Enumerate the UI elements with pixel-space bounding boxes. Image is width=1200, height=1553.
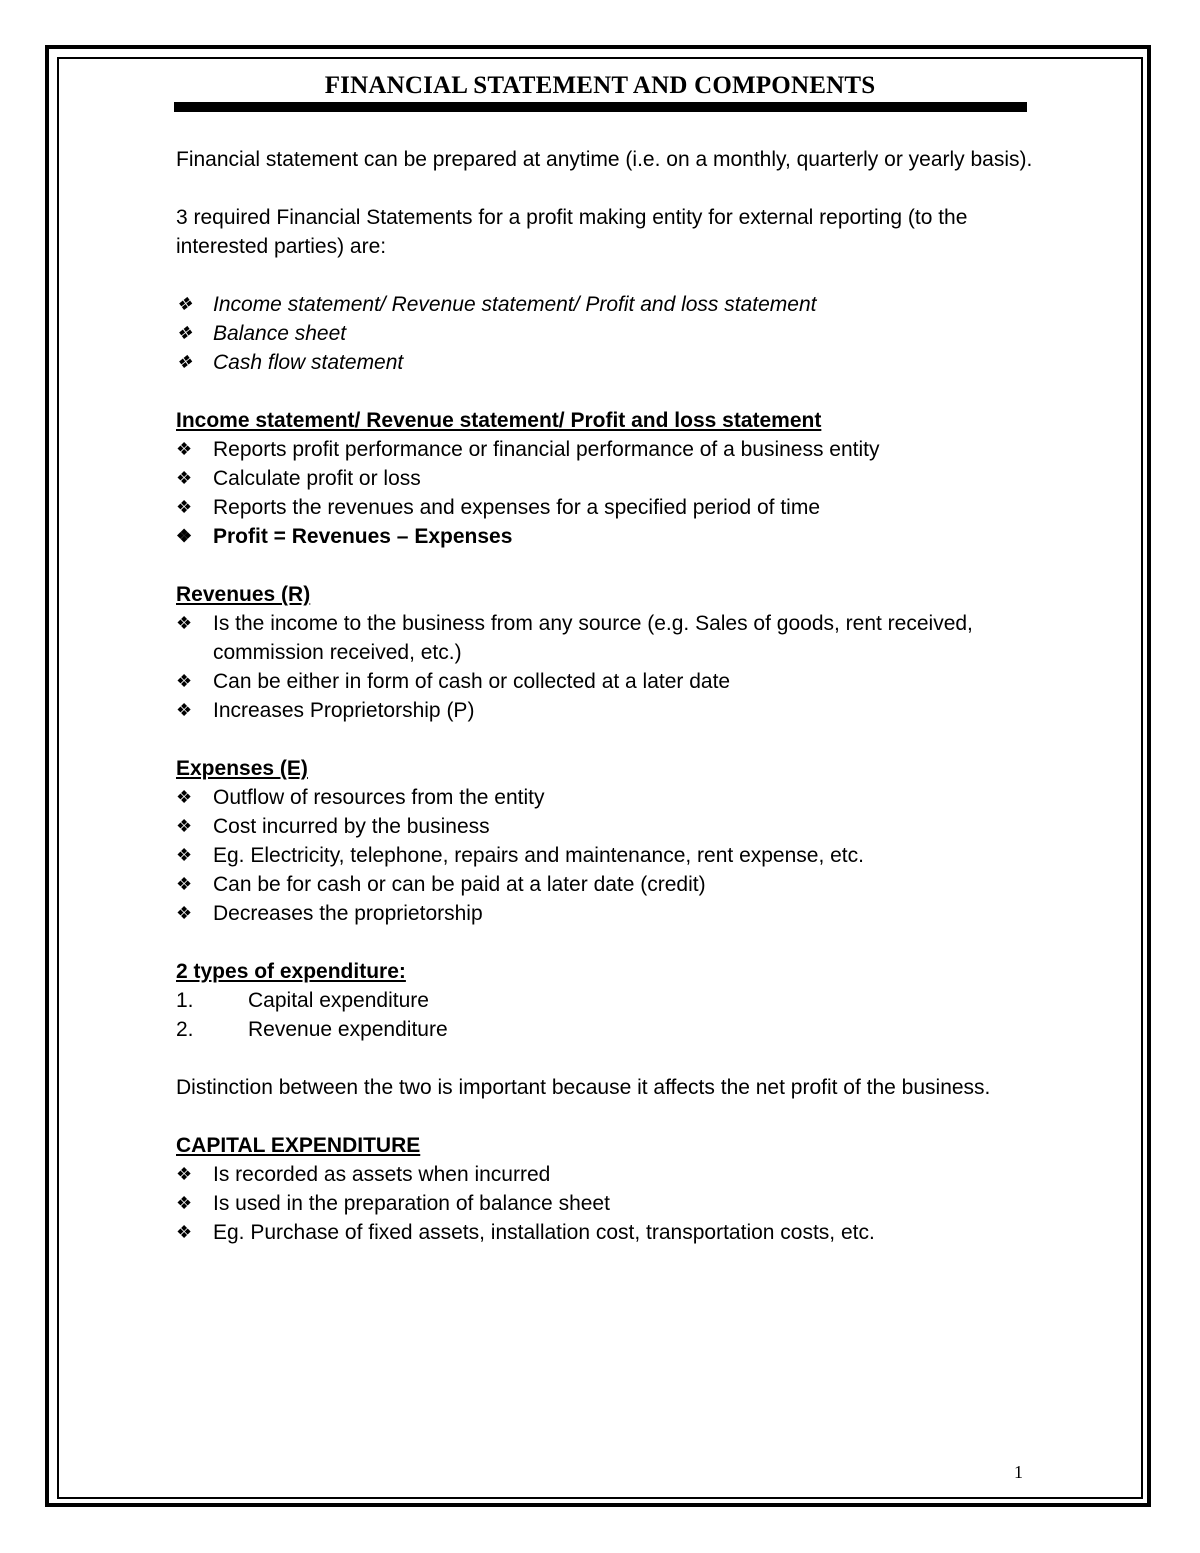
expenses-list (176, 783, 1046, 928)
list-item: ❖ Calculate profit or loss (176, 464, 1046, 493)
diamond-bullet-icon: ❖ (176, 497, 193, 517)
list-item: ❖ Is recorded as assets when incurred (176, 1160, 1046, 1189)
diamond-bullet-icon: ❖ (176, 468, 193, 488)
list-item: ❖ Outflow of resources from the entity (176, 783, 1046, 812)
profit-formula: Profit = Revenues – Expenses (213, 525, 513, 548)
diamond-bullet-icon: ❖ (176, 439, 193, 459)
expenses-heading: Expenses (E) (176, 757, 308, 780)
diamond-bullet-icon: ❖ (176, 526, 193, 546)
list-item: 1. Capital expenditure (176, 989, 429, 1012)
list-item: ❖ Decreases the proprietorship (176, 899, 1046, 928)
list-item: ❖ Is used in the preparation of balance sheet (176, 1189, 1046, 1218)
intro-paragraph-2: 3 required Financial Statements for a profit making entity for external reporting (to the interested parties) are: (176, 206, 968, 258)
list-item: ❖ Income statement/ Revenue statement/ Profit and loss statement (176, 290, 1046, 319)
expenditure-types-heading: 2 types of expenditure: (176, 960, 406, 983)
list-item: ❖ Reports the revenues and expenses for a specified period of time (176, 493, 1046, 522)
diamond-bullet-icon: ❖ (176, 845, 193, 865)
statement-list (176, 290, 1046, 377)
list-item: ❖ Eg. Purchase of fixed assets, installation cost, transportation costs, etc. (176, 1218, 1046, 1247)
expenditure-list (176, 986, 1046, 1044)
diamond-bullet-icon: ❖ (176, 323, 193, 343)
diamond-bullet-icon: ❖ (176, 1193, 193, 1213)
list-item: ❖ Increases Proprietorship (P) (176, 696, 1046, 725)
list-item: ❖ Reports profit performance or financial performance of a business entity (176, 435, 1046, 464)
list-item (176, 522, 1046, 551)
list-item: ❖ Can be for cash or can be paid at a later date (credit) (176, 870, 1046, 899)
income-list (176, 435, 1046, 551)
revenues-heading: Revenues (R) (176, 583, 311, 606)
diamond-bullet-icon: ❖ (176, 671, 193, 691)
list-item: ❖ Balance sheet (176, 319, 1046, 348)
diamond-bullet-icon: ❖ (176, 1222, 193, 1242)
diamond-bullet-icon: ❖ (176, 352, 193, 372)
diamond-bullet-icon: ❖ (176, 294, 193, 314)
list-item: ❖ Eg. Electricity, telephone, repairs and maintenance, rent expense, etc. (176, 841, 1046, 870)
diamond-bullet-icon: ❖ (176, 903, 193, 923)
income-statement-heading: Income statement/ Revenue statement/ Profit and loss statement (176, 409, 822, 432)
diamond-bullet-icon: ❖ (176, 816, 193, 836)
diamond-bullet-icon: ❖ (176, 874, 193, 894)
document-title: FINANCIAL STATEMENT AND COMPONENTS (324, 72, 876, 99)
capital-list (176, 1160, 1046, 1247)
distinction-paragraph: Distinction between the two is important because it affects the net profit of the business. (176, 1076, 991, 1099)
diamond-bullet-icon: ❖ (176, 700, 193, 720)
diamond-bullet-icon: ❖ (176, 787, 193, 807)
revenues-list (176, 609, 1046, 725)
capital-expenditure-heading: CAPITAL EXPENDITURE (176, 1134, 421, 1157)
document-body (176, 145, 1046, 1247)
title-underline-bar (174, 102, 1027, 112)
list-item: 2. Revenue expenditure (176, 1018, 448, 1041)
page-number: 1 (1014, 1462, 1023, 1482)
list-item: ❖ Can be either in form of cash or collected at a later date (176, 667, 1046, 696)
list-item: ❖ Cost incurred by the business (176, 812, 1046, 841)
diamond-bullet-icon: ❖ (176, 613, 193, 633)
intro-paragraph-1: Financial statement can be prepared at anytime (i.e. on a monthly, quarterly or yearly basis). (176, 148, 1033, 171)
diamond-bullet-icon: ❖ (176, 1164, 193, 1184)
list-item: ❖ Is the income to the business from any source (e.g. Sales of goods, rent received, commission received, etc.) (176, 609, 1046, 667)
list-item: ❖ Cash flow statement (176, 348, 1046, 377)
